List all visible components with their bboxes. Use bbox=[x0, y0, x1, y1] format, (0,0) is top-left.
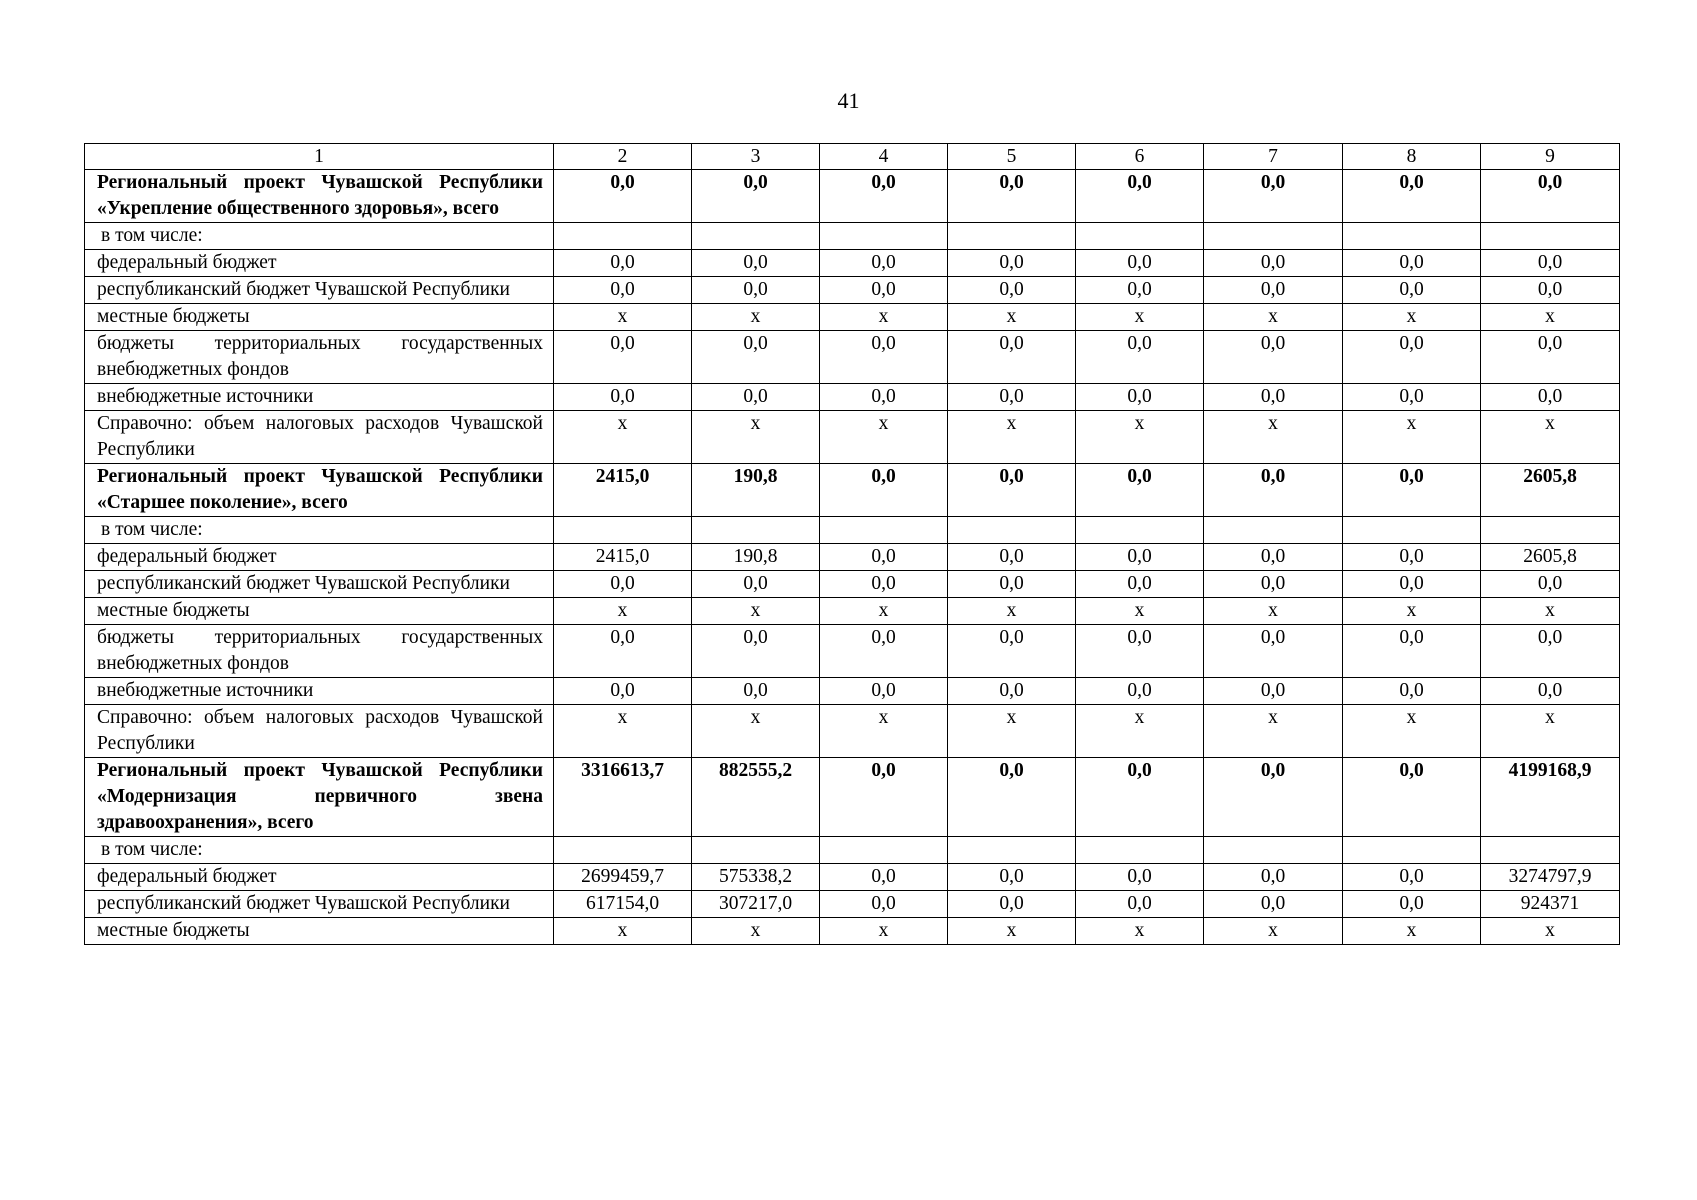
table-cell: x bbox=[1076, 705, 1204, 758]
column-header: 6 bbox=[1076, 144, 1204, 170]
table-cell: 0,0 bbox=[948, 891, 1076, 918]
table-cell: 0,0 bbox=[1204, 758, 1343, 837]
table-row bbox=[85, 411, 1620, 464]
row-label: в том числе: bbox=[85, 223, 554, 250]
table-cell: 0,0 bbox=[948, 758, 1076, 837]
table-cell: 0,0 bbox=[554, 250, 692, 277]
table-cell: 0,0 bbox=[820, 170, 948, 223]
table-row bbox=[85, 331, 1620, 384]
column-header: 9 bbox=[1481, 144, 1620, 170]
table-cell: 2605,8 bbox=[1481, 544, 1620, 571]
table-cell: 0,0 bbox=[820, 891, 948, 918]
column-header: 3 bbox=[692, 144, 820, 170]
table-cell bbox=[948, 223, 1076, 250]
table-body bbox=[85, 144, 1620, 945]
table-cell: 0,0 bbox=[1204, 170, 1343, 223]
table-cell bbox=[820, 517, 948, 544]
table-cell: 0,0 bbox=[692, 625, 820, 678]
table-cell: 0,0 bbox=[1343, 170, 1481, 223]
table-cell: 0,0 bbox=[1481, 384, 1620, 411]
table-cell: 0,0 bbox=[1343, 678, 1481, 705]
table-cell: 924371 bbox=[1481, 891, 1620, 918]
row-label: республиканский бюджет Чувашской Республики bbox=[85, 891, 554, 918]
row-label: в том числе: bbox=[85, 837, 554, 864]
table-cell: 4199168,9 bbox=[1481, 758, 1620, 837]
table-cell: 0,0 bbox=[1343, 384, 1481, 411]
row-label: местные бюджеты bbox=[85, 918, 554, 945]
table-cell: 0,0 bbox=[1343, 625, 1481, 678]
table-cell: x bbox=[692, 918, 820, 945]
table-cell bbox=[692, 517, 820, 544]
table-cell: x bbox=[1343, 705, 1481, 758]
table-cell: 0,0 bbox=[948, 384, 1076, 411]
table-header-row bbox=[85, 144, 1620, 170]
table-cell: 0,0 bbox=[1204, 250, 1343, 277]
table-row bbox=[85, 598, 1620, 625]
row-label: Справочно: объем налоговых расходов Чувашской Республики bbox=[85, 411, 554, 464]
table-cell: 0,0 bbox=[820, 571, 948, 598]
table-cell bbox=[948, 837, 1076, 864]
table-cell bbox=[1204, 223, 1343, 250]
table-cell: 0,0 bbox=[1076, 170, 1204, 223]
table-cell: x bbox=[948, 918, 1076, 945]
table-cell: 0,0 bbox=[948, 544, 1076, 571]
row-label: бюджеты территориальных государственных внебюджетных фондов bbox=[85, 625, 554, 678]
row-label: Справочно: объем налоговых расходов Чувашской Республики bbox=[85, 705, 554, 758]
table-cell bbox=[692, 223, 820, 250]
table-row bbox=[85, 170, 1620, 223]
column-header: 8 bbox=[1343, 144, 1481, 170]
table-cell: 0,0 bbox=[1204, 544, 1343, 571]
table-cell: x bbox=[1076, 918, 1204, 945]
table-row bbox=[85, 837, 1620, 864]
table-cell: 0,0 bbox=[948, 864, 1076, 891]
table-cell bbox=[1076, 517, 1204, 544]
table-cell: 0,0 bbox=[554, 625, 692, 678]
row-label: внебюджетные источники bbox=[85, 678, 554, 705]
page-number: 41 bbox=[837, 88, 860, 113]
table-cell: 0,0 bbox=[948, 331, 1076, 384]
table-cell: 0,0 bbox=[1076, 864, 1204, 891]
row-label: республиканский бюджет Чувашской Республики bbox=[85, 277, 554, 304]
table-cell: 190,8 bbox=[692, 464, 820, 517]
table-cell: x bbox=[1076, 411, 1204, 464]
table-cell: 0,0 bbox=[820, 544, 948, 571]
table-cell: 617154,0 bbox=[554, 891, 692, 918]
table-cell: 0,0 bbox=[1481, 277, 1620, 304]
table-cell bbox=[1076, 837, 1204, 864]
table-row bbox=[85, 918, 1620, 945]
row-label: федеральный бюджет bbox=[85, 544, 554, 571]
table-row bbox=[85, 758, 1620, 837]
table-cell: 0,0 bbox=[1076, 544, 1204, 571]
table-cell: x bbox=[1343, 598, 1481, 625]
table-cell: 575338,2 bbox=[692, 864, 820, 891]
table-cell: 0,0 bbox=[1204, 678, 1343, 705]
table-cell: x bbox=[1343, 918, 1481, 945]
table-cell: 0,0 bbox=[1343, 864, 1481, 891]
table-cell: 0,0 bbox=[1343, 891, 1481, 918]
table-cell: x bbox=[1204, 598, 1343, 625]
table-cell: 0,0 bbox=[1204, 331, 1343, 384]
table-cell: 0,0 bbox=[554, 170, 692, 223]
table-row bbox=[85, 250, 1620, 277]
table-cell: 0,0 bbox=[1343, 464, 1481, 517]
table-cell: 0,0 bbox=[692, 571, 820, 598]
table-cell: x bbox=[692, 705, 820, 758]
row-label: местные бюджеты bbox=[85, 598, 554, 625]
table-cell: 0,0 bbox=[692, 277, 820, 304]
table-cell bbox=[1343, 223, 1481, 250]
table-cell: 0,0 bbox=[820, 758, 948, 837]
table-cell: x bbox=[1204, 918, 1343, 945]
table-row bbox=[85, 544, 1620, 571]
table-cell: 0,0 bbox=[1481, 625, 1620, 678]
table-cell: 882555,2 bbox=[692, 758, 820, 837]
table-cell: 0,0 bbox=[820, 384, 948, 411]
table-cell: x bbox=[820, 918, 948, 945]
table-cell: 0,0 bbox=[820, 625, 948, 678]
table-cell: x bbox=[1076, 304, 1204, 331]
table-cell: 0,0 bbox=[820, 864, 948, 891]
table-cell bbox=[692, 837, 820, 864]
row-label: в том числе: bbox=[85, 517, 554, 544]
table-cell bbox=[554, 223, 692, 250]
table-cell: 307217,0 bbox=[692, 891, 820, 918]
table-row bbox=[85, 891, 1620, 918]
table-cell: 2415,0 bbox=[554, 464, 692, 517]
table-cell: x bbox=[1481, 598, 1620, 625]
table-cell: 0,0 bbox=[1204, 864, 1343, 891]
table-cell: 0,0 bbox=[1343, 277, 1481, 304]
table-cell: 0,0 bbox=[1076, 464, 1204, 517]
table-cell: 0,0 bbox=[1343, 250, 1481, 277]
table-cell: 0,0 bbox=[1076, 250, 1204, 277]
row-label: Региональный проект Чувашской Республики «Старшее поколение», всего bbox=[85, 464, 554, 517]
table-cell: x bbox=[554, 918, 692, 945]
column-header: 4 bbox=[820, 144, 948, 170]
table-cell bbox=[1481, 837, 1620, 864]
column-header: 2 bbox=[554, 144, 692, 170]
table-cell: x bbox=[1204, 705, 1343, 758]
table-cell: 0,0 bbox=[1076, 384, 1204, 411]
table-cell: 0,0 bbox=[1076, 625, 1204, 678]
table-cell: 2699459,7 bbox=[554, 864, 692, 891]
table-cell: 0,0 bbox=[948, 277, 1076, 304]
table-cell: 0,0 bbox=[1076, 571, 1204, 598]
row-label: внебюджетные источники bbox=[85, 384, 554, 411]
table-cell: 0,0 bbox=[1343, 544, 1481, 571]
column-header: 5 bbox=[948, 144, 1076, 170]
table-cell: x bbox=[1481, 411, 1620, 464]
table-cell: x bbox=[948, 304, 1076, 331]
table-cell: 0,0 bbox=[948, 464, 1076, 517]
table-row bbox=[85, 223, 1620, 250]
table-cell: 0,0 bbox=[820, 464, 948, 517]
table-cell: 0,0 bbox=[1481, 250, 1620, 277]
table-cell: 0,0 bbox=[1204, 891, 1343, 918]
table-cell bbox=[1076, 223, 1204, 250]
table-cell: 190,8 bbox=[692, 544, 820, 571]
row-label: Региональный проект Чувашской Республики «Укрепление общественного здоровья», всего bbox=[85, 170, 554, 223]
table-cell: x bbox=[1481, 705, 1620, 758]
table-cell: x bbox=[948, 598, 1076, 625]
table-cell: 0,0 bbox=[692, 331, 820, 384]
table-cell: x bbox=[692, 304, 820, 331]
table-cell: 2415,0 bbox=[554, 544, 692, 571]
table-cell: x bbox=[820, 304, 948, 331]
table-cell bbox=[1204, 517, 1343, 544]
table-cell: 0,0 bbox=[1343, 758, 1481, 837]
table-cell: 0,0 bbox=[692, 678, 820, 705]
table-row bbox=[85, 464, 1620, 517]
table-cell: 0,0 bbox=[948, 170, 1076, 223]
table-row bbox=[85, 384, 1620, 411]
table-cell bbox=[820, 223, 948, 250]
table-row bbox=[85, 277, 1620, 304]
column-header: 7 bbox=[1204, 144, 1343, 170]
column-header: 1 bbox=[85, 144, 554, 170]
table-cell: 2605,8 bbox=[1481, 464, 1620, 517]
table-cell: 0,0 bbox=[1076, 277, 1204, 304]
table-cell: 0,0 bbox=[554, 384, 692, 411]
table-cell: x bbox=[948, 411, 1076, 464]
table-cell: 0,0 bbox=[1343, 331, 1481, 384]
table-cell: x bbox=[554, 411, 692, 464]
table-cell: 0,0 bbox=[1076, 891, 1204, 918]
table-cell: x bbox=[820, 705, 948, 758]
table-cell bbox=[1204, 837, 1343, 864]
table-cell: 3316613,7 bbox=[554, 758, 692, 837]
table-cell: x bbox=[1204, 304, 1343, 331]
table-cell: x bbox=[1076, 598, 1204, 625]
row-label: Региональный проект Чувашской Республики «Модернизация первичного звена здравоохранения», всего bbox=[85, 758, 554, 837]
table-row bbox=[85, 517, 1620, 544]
table-cell: x bbox=[948, 705, 1076, 758]
table-cell: x bbox=[692, 411, 820, 464]
table-cell: 0,0 bbox=[820, 277, 948, 304]
table-cell: 0,0 bbox=[692, 384, 820, 411]
table-cell: 0,0 bbox=[820, 331, 948, 384]
table-cell: 0,0 bbox=[820, 250, 948, 277]
table-cell: 0,0 bbox=[692, 170, 820, 223]
table-cell: 0,0 bbox=[1204, 277, 1343, 304]
table-cell: 0,0 bbox=[820, 678, 948, 705]
table-cell: 0,0 bbox=[1481, 331, 1620, 384]
table-cell: 0,0 bbox=[554, 331, 692, 384]
table-cell: x bbox=[1481, 918, 1620, 945]
table-cell: 0,0 bbox=[554, 678, 692, 705]
table-cell: 0,0 bbox=[554, 277, 692, 304]
table-row bbox=[85, 304, 1620, 331]
table-cell: 0,0 bbox=[692, 250, 820, 277]
table-row bbox=[85, 571, 1620, 598]
row-label: бюджеты территориальных государственных внебюджетных фондов bbox=[85, 331, 554, 384]
table-cell: 0,0 bbox=[1343, 571, 1481, 598]
table-cell: 0,0 bbox=[1076, 331, 1204, 384]
table-cell: 0,0 bbox=[1204, 571, 1343, 598]
row-label: местные бюджеты bbox=[85, 304, 554, 331]
table-cell: x bbox=[820, 411, 948, 464]
table-cell: x bbox=[1343, 304, 1481, 331]
table-row bbox=[85, 864, 1620, 891]
row-label: федеральный бюджет bbox=[85, 864, 554, 891]
table-cell: 0,0 bbox=[554, 571, 692, 598]
table-row bbox=[85, 705, 1620, 758]
table-cell: 0,0 bbox=[1204, 625, 1343, 678]
table-cell: 0,0 bbox=[948, 678, 1076, 705]
table-cell bbox=[948, 517, 1076, 544]
table-cell: x bbox=[554, 304, 692, 331]
table-cell bbox=[554, 517, 692, 544]
table-cell: 0,0 bbox=[1076, 678, 1204, 705]
table-cell: x bbox=[692, 598, 820, 625]
table-row bbox=[85, 678, 1620, 705]
table-cell: 0,0 bbox=[1481, 170, 1620, 223]
table-cell bbox=[1343, 517, 1481, 544]
table-cell: 0,0 bbox=[1204, 384, 1343, 411]
table-cell bbox=[554, 837, 692, 864]
table-cell: x bbox=[820, 598, 948, 625]
table-cell bbox=[1481, 517, 1620, 544]
table-cell: 0,0 bbox=[1481, 678, 1620, 705]
row-label: федеральный бюджет bbox=[85, 250, 554, 277]
table-cell: 0,0 bbox=[948, 250, 1076, 277]
table-cell bbox=[1343, 837, 1481, 864]
table-row bbox=[85, 625, 1620, 678]
table-cell bbox=[1481, 223, 1620, 250]
table-cell: x bbox=[554, 598, 692, 625]
table-cell: x bbox=[1343, 411, 1481, 464]
row-label: республиканский бюджет Чувашской Республики bbox=[85, 571, 554, 598]
table-cell: 0,0 bbox=[948, 625, 1076, 678]
table-cell: 0,0 bbox=[1204, 464, 1343, 517]
table-cell: x bbox=[1204, 411, 1343, 464]
table-cell: 0,0 bbox=[1481, 571, 1620, 598]
table-cell: 0,0 bbox=[1076, 758, 1204, 837]
table-cell: 0,0 bbox=[948, 571, 1076, 598]
table-cell bbox=[820, 837, 948, 864]
table-cell: x bbox=[554, 705, 692, 758]
table-cell: 3274797,9 bbox=[1481, 864, 1620, 891]
budget-table bbox=[84, 143, 1620, 945]
table-cell: x bbox=[1481, 304, 1620, 331]
